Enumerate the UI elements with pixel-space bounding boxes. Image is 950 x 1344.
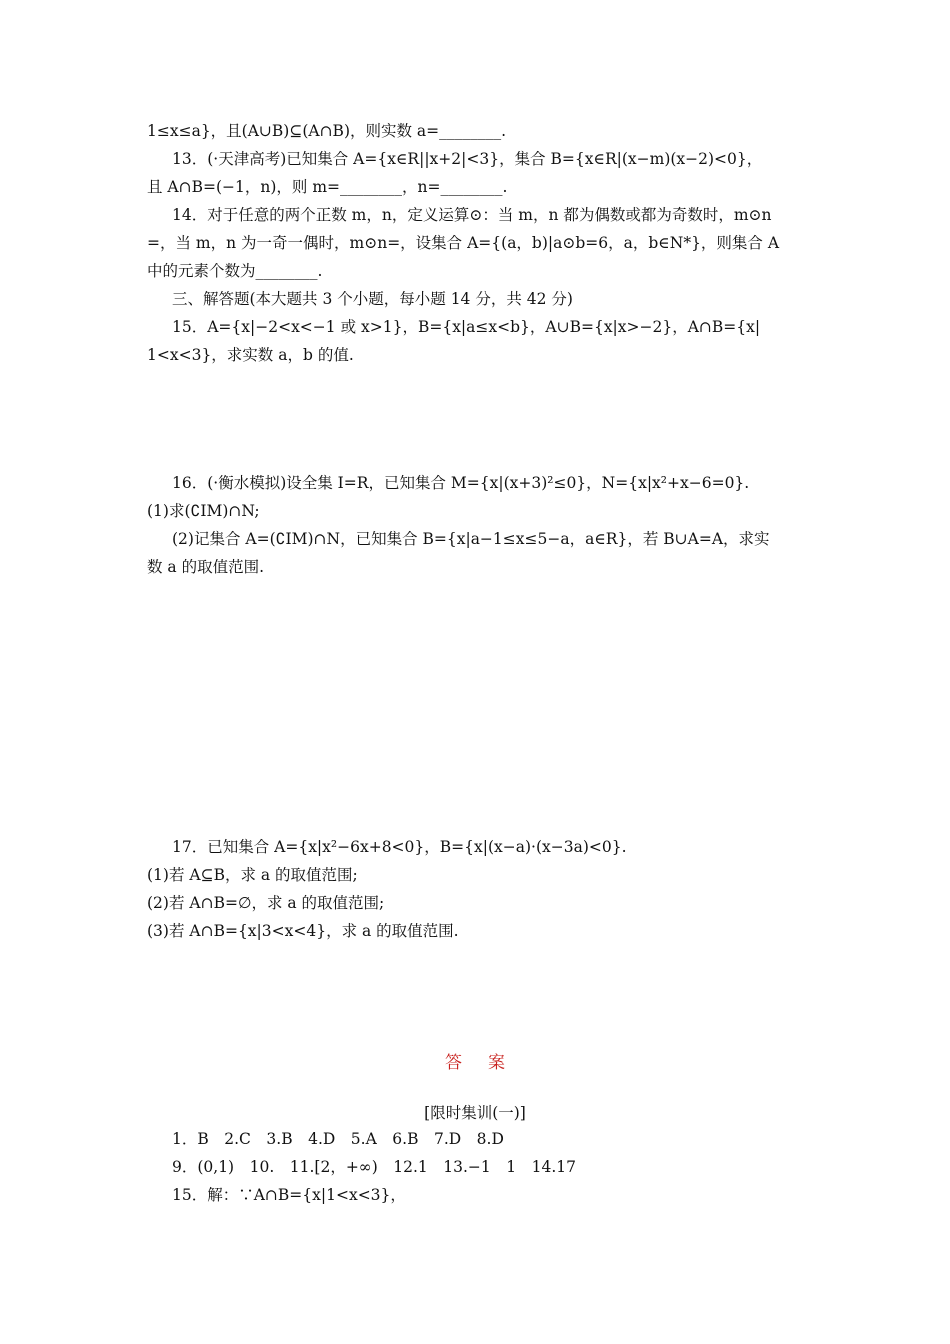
section-3-heading: 三、解答题(本大题共 3 个小题，每小题 14 分，共 42 分) (172, 290, 573, 308)
problem-17-line-1: 17．已知集合 A={x|x²−6x+8<0}，B={x|(x−a)·(x−3a)<0}. (172, 838, 627, 856)
problem-17-line-3: (2)若 A∩B=∅，求 a 的取值范围; (147, 894, 385, 912)
answers-line-3: 15．解：∵A∩B={x|1<x<3}， (172, 1186, 406, 1204)
answers-line-1: 1．B 2.C 3.B 4.D 5.A 6.B 7.D 8.D (172, 1130, 504, 1148)
problem-13-line-1: 13．(·天津高考)已知集合 A={x∈R||x+2|<3}，集合 B={x∈R|(x−m)(x−2)<0}， (172, 150, 763, 168)
problem-14-line-2: =，当 m，n 为一奇一偶时，m⊙n=，设集合 A={(a，b)|a⊙b=6，a，b∈N*}，则集合 A (147, 234, 780, 252)
answers-title: 答案 (445, 1053, 531, 1073)
problem-15-line-1: 15．A={x|−2<x<−1 或 x>1}，B={x|a≤x<b}，A∪B={x|x>−2}，A∩B={x| (172, 318, 761, 336)
problem-14-line-3: 中的元素个数为________. (147, 262, 323, 280)
problem-17-line-2: (1)若 A⊆B，求 a 的取值范围; (147, 866, 358, 884)
problem-16-line-4: 数 a 的取值范围. (147, 558, 265, 576)
problem-17-line-4: (3)若 A∩B={x|3<x<4}，求 a 的取值范围. (147, 922, 459, 940)
problem-13-line-2: 且 A∩B=(−1，n)，则 m=________，n=________. (147, 178, 508, 196)
answers-line-2: 9．(0,1) 10. 11.[2，+∞) 12.1 13.−1 1 14.17 (172, 1158, 577, 1176)
problem-12-tail: 1≤x≤a}，且(A∪B)⊆(A∩B)，则实数 a=________. (147, 122, 507, 140)
problem-15-line-2: 1<x<3}，求实数 a，b 的值. (147, 346, 354, 364)
problem-16-line-3: (2)记集合 A=(∁IM)∩N，已知集合 B={x|a−1≤x≤5−a，a∈R}，若 B∪A=A，求实 (172, 530, 770, 548)
answers-subtitle: [限时集训(一)] (424, 1104, 526, 1122)
problem-14-line-1: 14．对于任意的两个正数 m，n，定义运算⊙：当 m，n 都为偶数或都为奇数时，m⊙n (172, 206, 772, 224)
problem-16-line-1: 16．(·衡水模拟)设全集 I=R，已知集合 M={x|(x+3)²≤0}，N={x|x²+x−6=0}. (172, 474, 750, 492)
problem-16-line-2: (1)求(∁IM)∩N; (147, 502, 260, 520)
